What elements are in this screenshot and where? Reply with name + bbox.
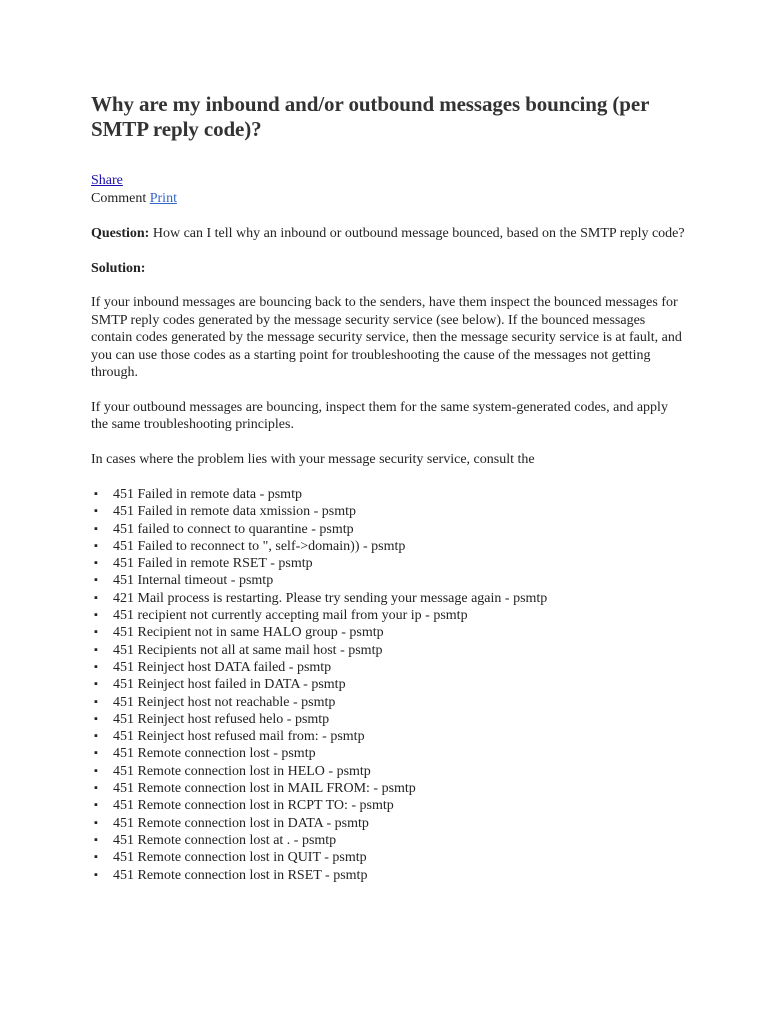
- reply-code-text: 421 Mail process is restarting. Please try sending your message again - psmtp: [113, 590, 548, 606]
- comment-label: Comment: [91, 191, 147, 206]
- question-paragraph: [91, 225, 688, 243]
- reply-code-text: 451 Recipients not all at same mail host - psmtp: [113, 642, 383, 658]
- list-item: [91, 555, 688, 572]
- bullet-icon: ▪: [94, 609, 98, 622]
- reply-code-text: 451 Remote connection lost in DATA - psmtp: [113, 815, 369, 831]
- outbound-paragraph: If your outbound messages are bouncing, inspect them for the same system-generated codes, and apply the same troubleshooting principles.: [91, 399, 668, 432]
- reply-code-text: 451 Internal timeout - psmtp: [113, 573, 274, 589]
- share-link[interactable]: Share: [91, 173, 123, 188]
- list-item: [91, 711, 688, 728]
- bullet-icon: ▪: [94, 539, 98, 552]
- reply-code-text: 451 Failed in remote RSET - psmtp: [113, 556, 313, 572]
- reply-code-text: 451 Failed in remote data xmission - psmtp: [113, 504, 357, 520]
- bullet-icon: ▪: [94, 799, 98, 812]
- bullet-icon: ▪: [94, 730, 98, 743]
- bullet-icon: ▪: [94, 868, 98, 881]
- reply-code-text: 451 Reinject host refused helo - psmtp: [113, 711, 330, 727]
- bullet-icon: ▪: [94, 851, 98, 864]
- bullet-icon: ▪: [94, 591, 98, 604]
- bullet-icon: ▪: [94, 557, 98, 570]
- list-item: [91, 503, 688, 520]
- reply-code-text: 451 failed to connect to quarantine - psmtp: [113, 521, 354, 537]
- article-actions: [91, 172, 688, 208]
- reply-code-text: 451 Remote connection lost in MAIL FROM: - psmtp: [113, 781, 416, 797]
- question-text: How can I tell why an inbound or outbound message bounced, based on the SMTP reply code?: [149, 226, 685, 241]
- list-item: [91, 642, 688, 659]
- list-item: [91, 745, 688, 762]
- bullet-icon: ▪: [94, 764, 98, 777]
- list-item: [91, 728, 688, 745]
- bullet-icon: ▪: [94, 626, 98, 639]
- list-item: [91, 763, 688, 780]
- list-item: [91, 521, 688, 538]
- list-item: [91, 780, 688, 797]
- reply-code-text: 451 Failed to reconnect to ", self->domain)) - psmtp: [113, 538, 406, 554]
- bullet-icon: ▪: [94, 678, 98, 691]
- list-item: [91, 867, 688, 884]
- list-item: [91, 815, 688, 832]
- bullet-icon: ▪: [94, 643, 98, 656]
- reply-code-text: 451 Reinject host not reachable - psmtp: [113, 694, 336, 710]
- consult-paragraph: In cases where the problem lies with your message security service, consult the: [91, 451, 535, 467]
- list-item: [91, 572, 688, 589]
- reply-code-text: 451 Reinject host DATA failed - psmtp: [113, 659, 332, 675]
- list-item: [91, 659, 688, 676]
- page-title: Why are my inbound and/or outbound messages bouncing (per SMTP reply code)?: [91, 92, 649, 141]
- reply-code-text: 451 Reinject host failed in DATA - psmtp: [113, 677, 346, 693]
- reply-code-text: 451 Remote connection lost in RCPT TO: - psmtp: [113, 798, 394, 814]
- list-item: [91, 538, 688, 555]
- reply-code-text: 451 Remote connection lost - psmtp: [113, 746, 316, 762]
- solution-heading: [91, 260, 688, 278]
- list-item: [91, 486, 688, 503]
- list-item: [91, 624, 688, 641]
- reply-code-text: 451 recipient not currently accepting mail from your ip - psmtp: [113, 608, 468, 624]
- list-item: [91, 849, 688, 866]
- inbound-paragraph: If your inbound messages are bouncing back to the senders, have them inspect the bounced messages for SMTP reply codes generated by the message security service (see below). If the bounced messages contain codes generated by the message security service, then the message security service is at fault, and you can use those codes as a starting point for troubleshooting the cause of the messages not getting through.: [91, 295, 682, 380]
- solution-label: Solution:: [91, 260, 146, 276]
- reply-code-text: 451 Failed in remote data - psmtp: [113, 487, 302, 502]
- bullet-icon: ▪: [94, 712, 98, 725]
- bullet-icon: ▪: [94, 747, 98, 760]
- bullet-icon: ▪: [94, 660, 98, 673]
- list-item: [91, 832, 688, 849]
- bullet-icon: ▪: [94, 782, 98, 795]
- reply-code-list: [91, 486, 688, 884]
- bullet-icon: ▪: [94, 488, 98, 500]
- reply-code-text: 451 Recipient not in same HALO group - psmtp: [113, 625, 384, 641]
- list-item: [91, 694, 688, 711]
- bullet-icon: ▪: [94, 816, 98, 829]
- reply-code-text: 451 Reinject host refused mail from: - psmtp: [113, 729, 365, 745]
- reply-code-text: 451 Remote connection lost in QUIT - psmtp: [113, 850, 367, 866]
- reply-code-text: 451 Remote connection lost in RSET - psmtp: [113, 867, 368, 883]
- print-link[interactable]: Print: [149, 191, 177, 206]
- question-label: Question:: [91, 226, 150, 241]
- reply-code-text: 451 Remote connection lost in HELO - psmtp: [113, 763, 371, 779]
- reply-code-text: 451 Remote connection lost at . - psmtp: [113, 832, 337, 848]
- bullet-icon: ▪: [94, 505, 98, 518]
- list-item: [91, 797, 688, 814]
- list-item: [91, 590, 688, 607]
- bullet-icon: ▪: [94, 574, 98, 587]
- bullet-icon: ▪: [94, 695, 98, 708]
- bullet-icon: ▪: [94, 833, 98, 846]
- list-item: [91, 676, 688, 693]
- bullet-icon: ▪: [94, 522, 98, 535]
- list-item: [91, 607, 688, 624]
